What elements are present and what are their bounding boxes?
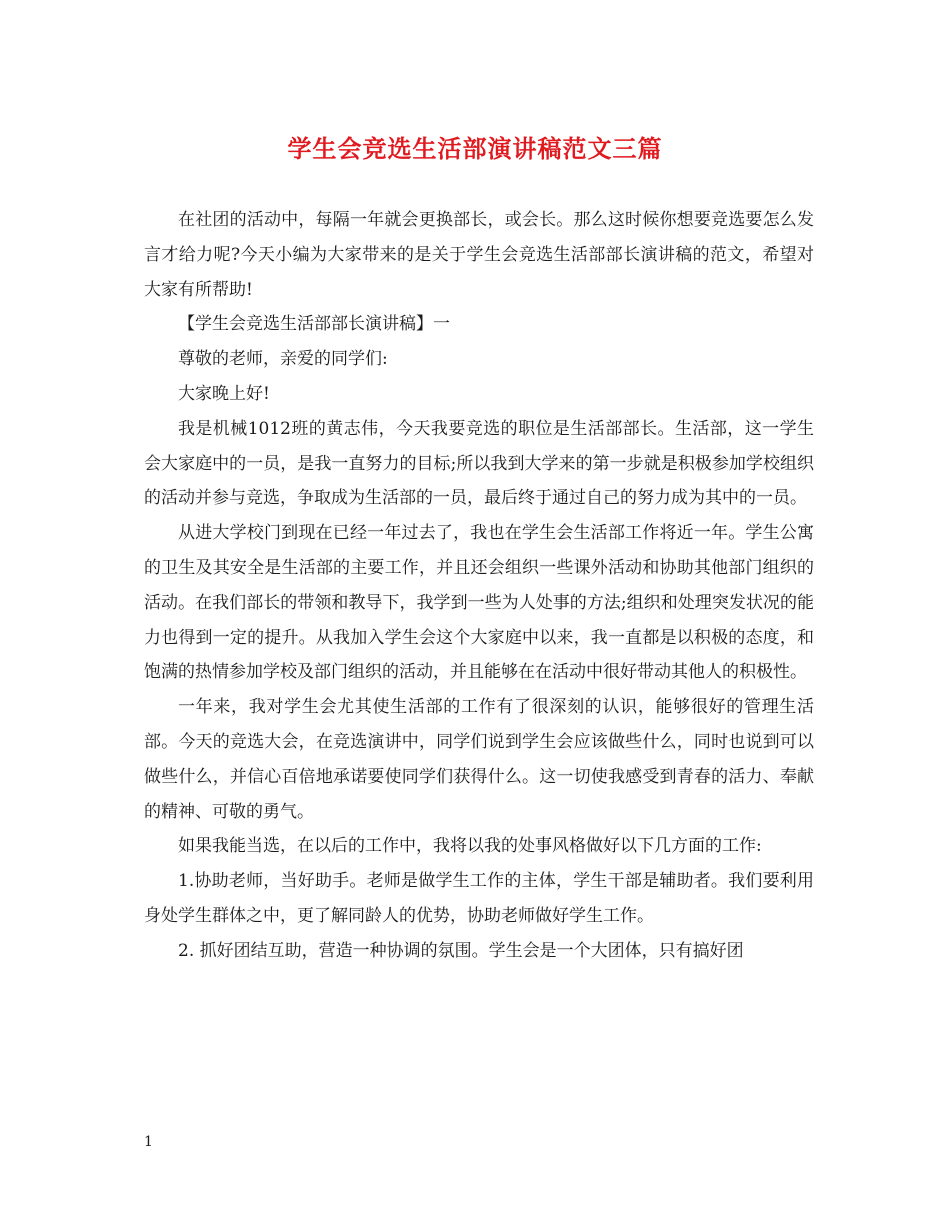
paragraph-plan-intro: 如果我能当选，在以后的工作中，我将以我的处事风格做好以下几方面的工作: — [178, 836, 762, 857]
paragraph-plan-item-1: 1.协助老师，当好助手。老师是做学生工作的主体，学生干部是辅助者。我们要利用身处学生群体之中，更了解同龄人的优势，协助老师做好学生工作。 — [144, 871, 814, 926]
paragraph-plan-item-2: 2. 抓好团结互助，营造一种协调的氛围。学生会是一个大团体，只有搞好团 — [178, 940, 744, 961]
paragraph-greeting: 大家晚上好! — [178, 383, 270, 404]
paragraph-experience: 从进大学校门到现在已经一年过去了，我也在学生会生活部工作将近一年。学生公寓的卫生及其安全是生活部的主要工作，并且还会组织一些课外活动和协助其他部门组织的活动。在我们部长的带领和教导下，我学到一些为人处事的方法;组织和处理突发状况的能力也得到一定的提升。从我加入学生会这个大家庭中以来，我一直都是以积极的态度，和饱满的热情参加学校及部门组织的活动，并且能够在在活动中很好带动其他人的积极性。 — [144, 523, 814, 683]
paragraph-section-heading: 【学生会竞选生活部部长演讲稿】一 — [178, 314, 450, 335]
document-body — [144, 203, 814, 969]
paragraph-self-introduction: 我是机械1012班的黄志伟，今天我要竞选的职位是生活部部长。生活部，这一学生会大家庭中的一员，是我一直努力的目标;所以我到大学来的第一步就是积极参加学校组织的活动并参与竞选，争取成为生活部的一员，最后终于通过自己的努力成为其中的一员。 — [144, 418, 814, 509]
document-title: 学生会竞选生活部演讲稿范文三篇 — [287, 134, 663, 163]
page-number: 1 — [144, 1134, 153, 1150]
paragraph-salutation: 尊敬的老师，亲爱的同学们: — [178, 349, 388, 370]
paragraph-intro: 在社团的活动中，每隔一年就会更换部长，或会长。那么这时候你想要竞选要怎么发言才给力呢?今天小编为大家带来的是关于学生会竞选生活部部长演讲稿的范文，希望对大家有所帮助! — [144, 210, 814, 300]
paragraph-understanding: 一年来，我对学生会尤其使生活部的工作有了很深刻的认识，能够很好的管理生活部。今天的竞选大会，在竞选演讲中，同学们说到学生会应该做些什么，同时也说到可以做些什么，并信心百倍地承诺要使同学们获得什么。这一切使我感受到青春的活力、奉献的精神、可敬的勇气。 — [144, 697, 814, 822]
